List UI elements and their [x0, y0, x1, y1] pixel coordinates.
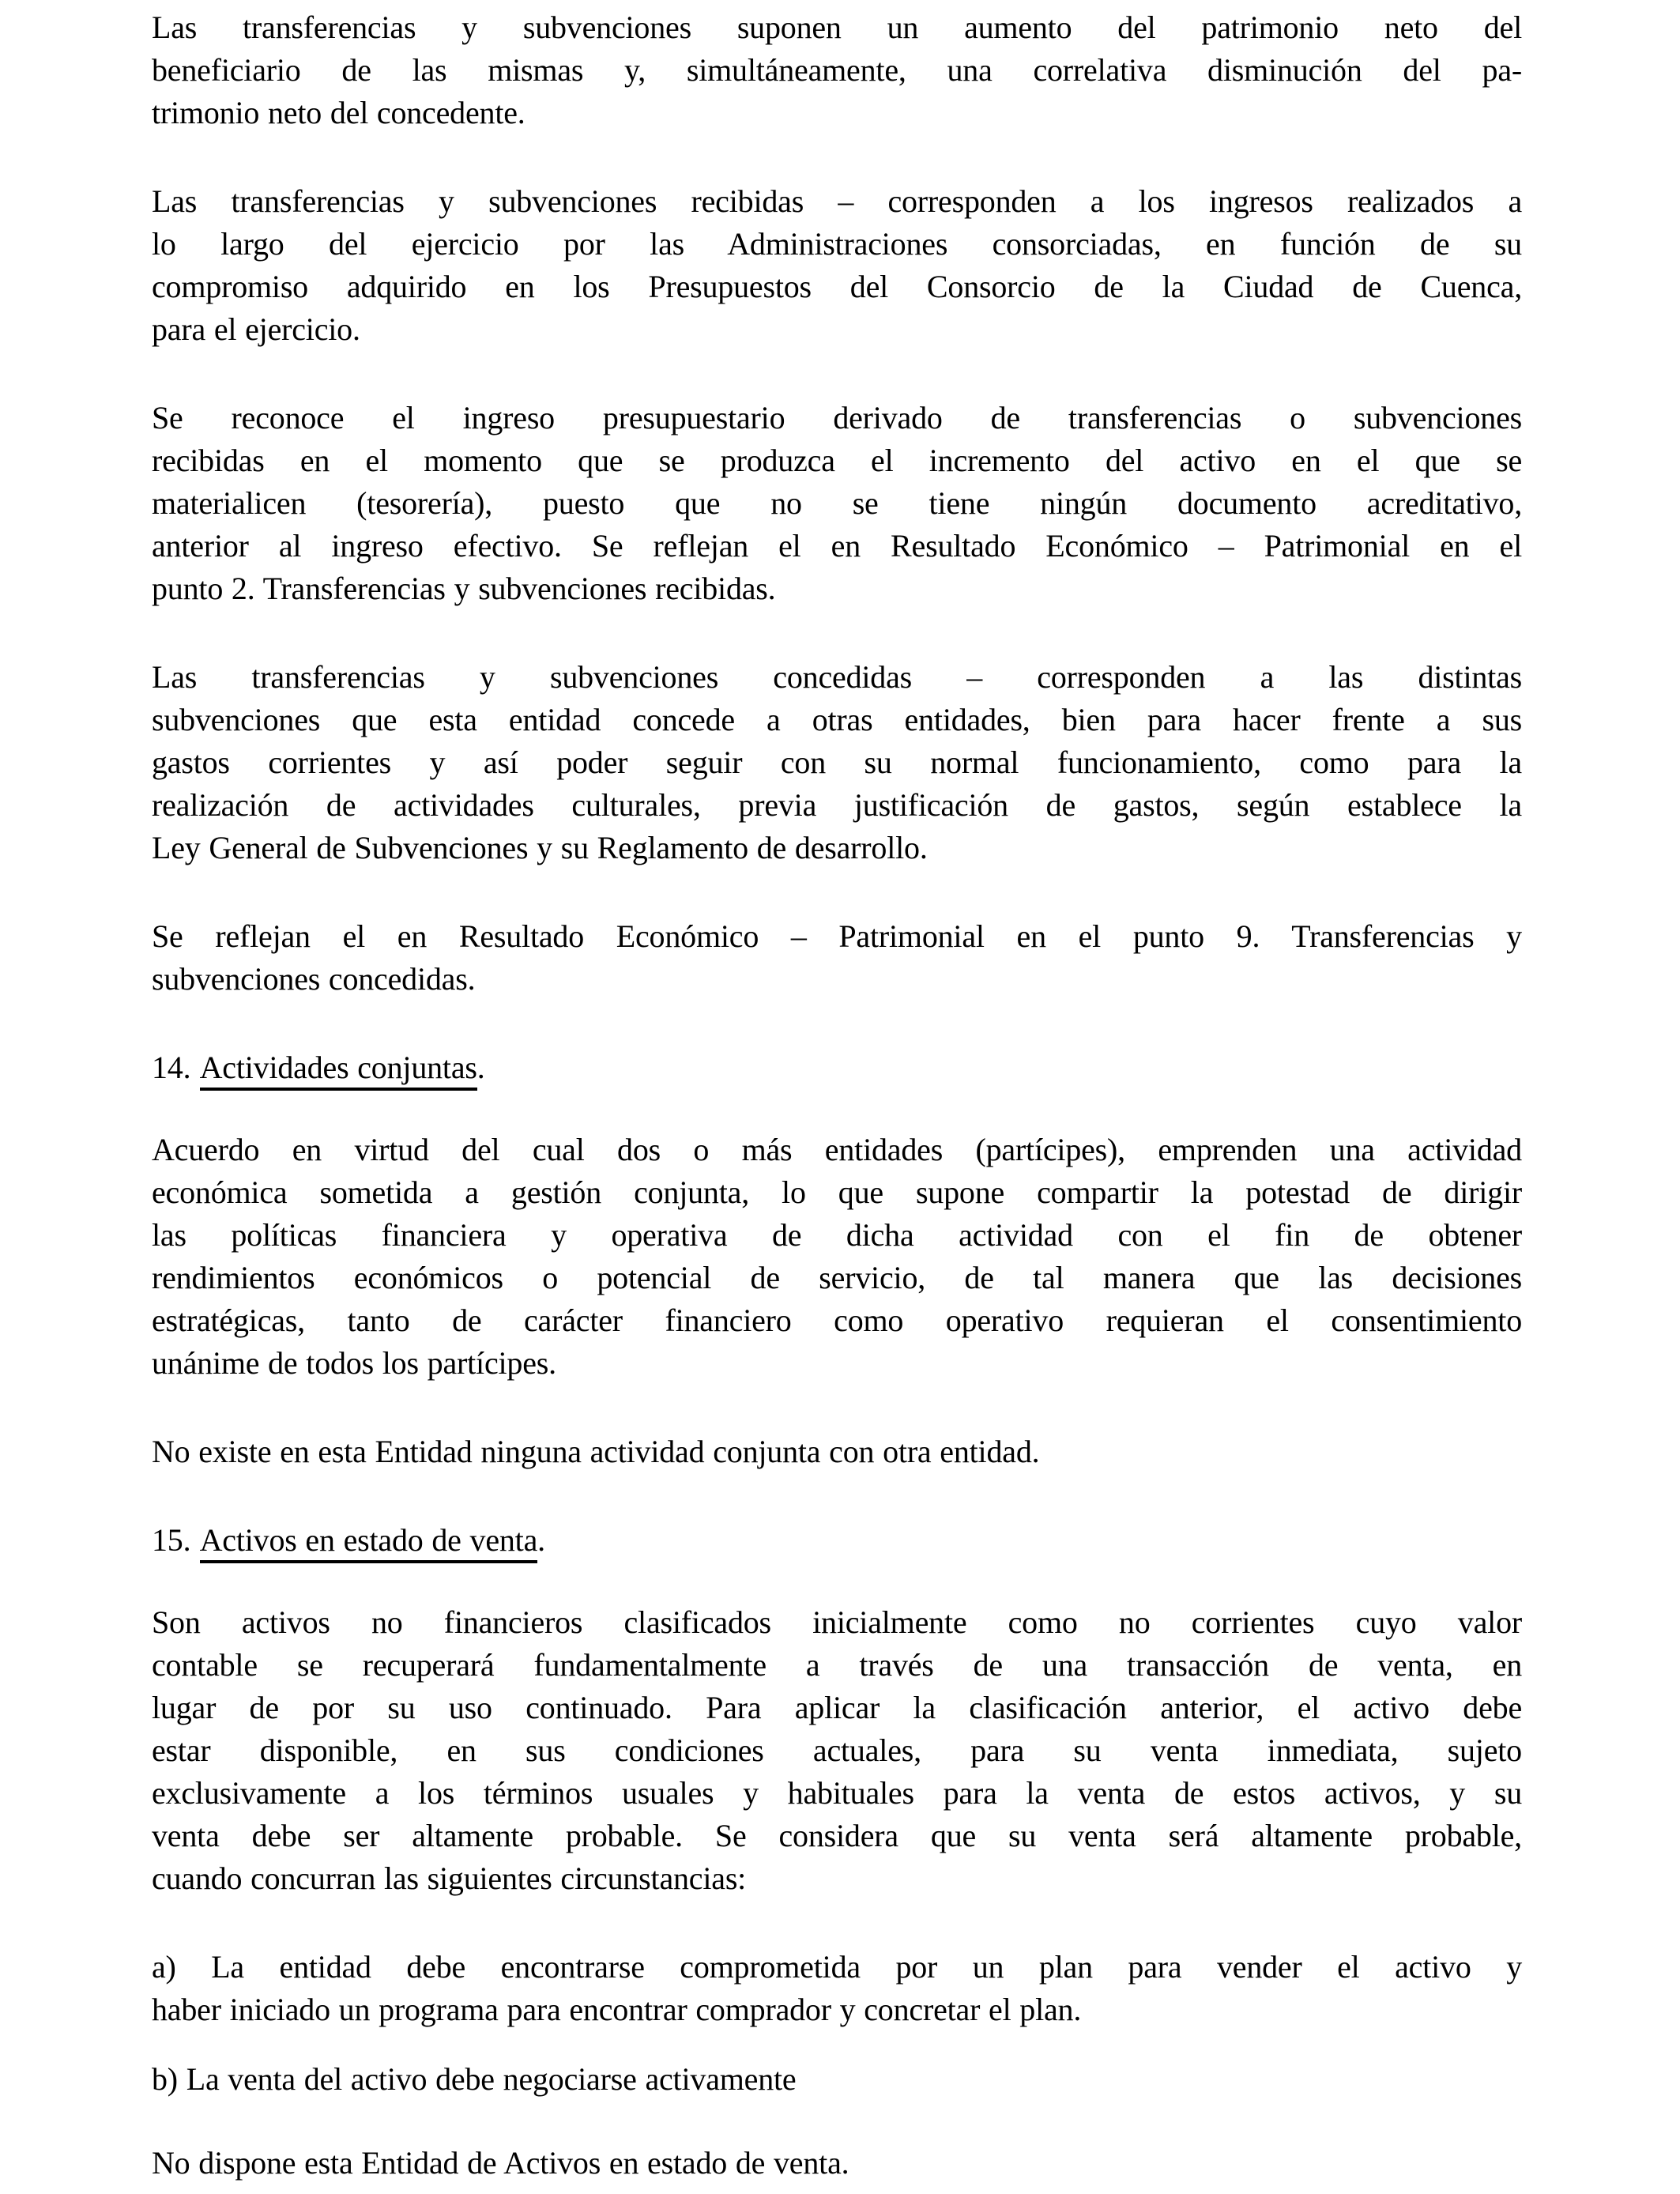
text-line: Ley General de Subvenciones y su Reglamento de desarrollo. — [152, 830, 928, 865]
section-heading — [152, 1046, 1522, 1089]
heading-period: . — [537, 1522, 545, 1558]
text-line: Son activos no financieros clasificados inicialmente como no corrientes cuyo valor — [152, 1604, 1522, 1640]
heading-number: 14. — [152, 1050, 191, 1085]
paragraph — [152, 1431, 1522, 1473]
text-line: lugar de por su uso continuado. Para aplicar la clasificación anterior, el activo debe — [152, 1690, 1522, 1725]
text-line: económica sometida a gestión conjunta, lo que supone compartir la potestad de dirigir — [152, 1174, 1522, 1210]
text-line: lo largo del ejercicio por las Administraciones consorciadas, en función de su — [152, 226, 1522, 262]
text-line: a) La entidad debe encontrarse comprometida por un plan para vender el activo y — [152, 1949, 1522, 1985]
text-line: compromiso adquirido en los Presupuestos del Consorcio de la Ciudad de Cuenca, — [152, 269, 1522, 304]
text-line: venta debe ser altamente probable. Se considera que su venta será altamente probable, — [152, 1818, 1522, 1853]
text-line: cuando concurran las siguientes circunstancias: — [152, 1860, 747, 1896]
paragraph — [152, 397, 1522, 610]
paragraph — [152, 656, 1522, 869]
text-line: gastos corrientes y así poder seguir con su normal funcionamiento, como para la — [152, 745, 1522, 780]
text-line: las políticas financiera y operativa de dicha actividad con el fin de obtener — [152, 1217, 1522, 1253]
heading-number: 15. — [152, 1522, 191, 1558]
heading-title: Activos en estado de venta — [200, 1522, 538, 1563]
section-heading — [152, 1519, 1522, 1562]
text-line: b) La venta del activo debe negociarse activamente — [152, 2061, 797, 2097]
text-line: subvenciones que esta entidad concede a otras entidades, bien para hacer frente a sus — [152, 702, 1522, 737]
text-line: punto 2. Transferencias y subvenciones recibidas. — [152, 571, 776, 606]
text-line: estratégicas, tanto de carácter financiero como operativo requieran el consentimiento — [152, 1302, 1522, 1338]
heading-period: . — [477, 1050, 485, 1085]
text-line: Se reconoce el ingreso presupuestario derivado de transferencias o subvenciones — [152, 400, 1522, 435]
text-line: Acuerdo en virtud del cual dos o más entidades (partícipes), emprenden una actividad — [152, 1132, 1522, 1167]
list-item — [152, 2058, 1522, 2101]
text-line: estar disponible, en sus condiciones actuales, para su venta inmediata, sujeto — [152, 1732, 1522, 1768]
text-line: beneficiario de las mismas y, simultáneamente, una correlativa disminución del pa- — [152, 52, 1522, 88]
document-page — [152, 6, 1522, 2185]
text-line: contable se recuperará fundamentalmente a través de una transacción de venta, en — [152, 1647, 1522, 1683]
text-line: Las transferencias y subvenciones suponen un aumento del patrimonio neto del — [152, 9, 1522, 45]
text-line: rendimientos económicos o potencial de servicio, de tal manera que las decisiones — [152, 1260, 1522, 1295]
text-line: Las transferencias y subvenciones concedidas – corresponden a las distintas — [152, 659, 1522, 695]
text-line: No existe en esta Entidad ninguna actividad conjunta con otra entidad. — [152, 1434, 1040, 1469]
paragraph — [152, 6, 1522, 134]
text-line: trimonio neto del concedente. — [152, 95, 525, 130]
paragraph — [152, 1601, 1522, 1900]
text-line: para el ejercicio. — [152, 311, 360, 347]
paragraph — [152, 1129, 1522, 1385]
list-item — [152, 1946, 1522, 2031]
paragraph — [152, 180, 1522, 351]
text-line: subvenciones concedidas. — [152, 961, 476, 997]
text-line: recibidas en el momento que se produzca el incremento del activo en el que se — [152, 443, 1522, 478]
text-line: No dispone esta Entidad de Activos en estado de venta. — [152, 2145, 849, 2181]
paragraph — [152, 915, 1522, 1001]
paragraph — [152, 2142, 1522, 2185]
text-line: anterior al ingreso efectivo. Se reflejan el en Resultado Económico – Patrimonial en el — [152, 528, 1522, 564]
text-line: haber iniciado un programa para encontrar comprador y concretar el plan. — [152, 1992, 1082, 2027]
text-line: materialicen (tesorería), puesto que no se tiene ningún documento acreditativo, — [152, 485, 1522, 521]
text-line: unánime de todos los partícipes. — [152, 1345, 556, 1381]
heading-title: Actividades conjuntas — [200, 1050, 477, 1091]
text-line: Las transferencias y subvenciones recibidas – corresponden a los ingresos realizados a — [152, 183, 1522, 219]
text-line: exclusivamente a los términos usuales y habituales para la venta de estos activos, y su — [152, 1775, 1522, 1811]
text-line: Se reflejan el en Resultado Económico – Patrimonial en el punto 9. Transferencias y — [152, 918, 1522, 954]
text-line: realización de actividades culturales, previa justificación de gastos, según establece la — [152, 787, 1522, 823]
